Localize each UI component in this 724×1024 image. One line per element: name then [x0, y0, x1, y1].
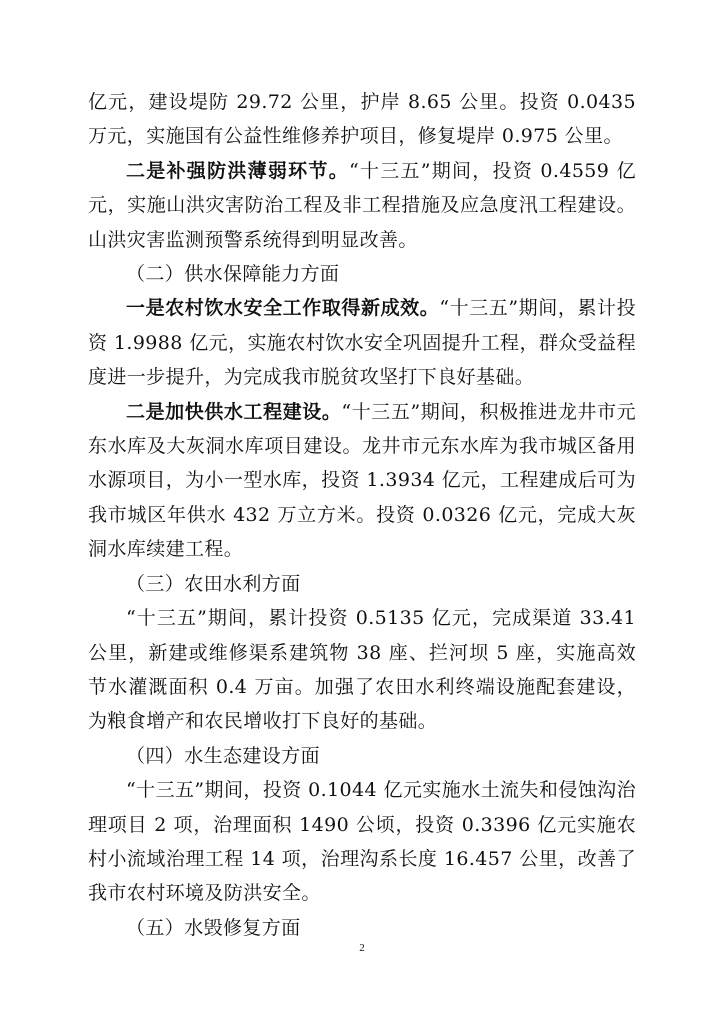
paragraph-farmland-irrigation — [88, 601, 636, 739]
section-heading-farmland-irrigation: （三）农田水利方面 — [126, 572, 301, 595]
paragraph-text: 亿元，建设堤防 29.72 公里，护岸 8.65 公里。投资 0.0435 万元，实施国有公益性维修养护项目，修复堤岸 0.975 公里。 — [88, 91, 636, 148]
paragraph-lead: 二是补强防洪薄弱环节。 — [126, 159, 349, 182]
paragraph-continuation — [88, 85, 636, 154]
paragraph-lead: 二是加快供水工程建设。 — [126, 400, 342, 423]
paragraph-text: “十三五”期间，投资 0.1044 亿元实施水土流失和侵蚀沟治理项目 2 项，治理面积 1490 公顷，投资 0.3396 亿元实施农村小流域治理工程 14 项，治理沟系长度 16.457 公里，改善了我市农村环境及防洪安全。 — [88, 779, 636, 905]
paragraph-text: “十三五”期间，投资 0.4559 亿元，实施山洪灾害防治工程及非工程措施及应急度汛工程建设。山洪灾害监测预警系统得到明显改善。 — [88, 159, 636, 251]
paragraph-text: “十三五”期间，累计投资 1.9988 亿元，实施农村饮水安全巩固提升工程，群众受益程度进一步提升，为完成我市脱贫攻坚打下良好基础。 — [88, 297, 637, 389]
page-number: 2 — [359, 942, 365, 954]
section-heading-water-ecology: （四）水生态建设方面 — [126, 744, 321, 767]
section-heading-flood-damage-repair: （五）水毁修复方面 — [126, 916, 301, 939]
paragraph-lead: 一是农村饮水安全工作取得新成效。 — [126, 297, 440, 320]
paragraph-flood-weakness — [88, 154, 636, 257]
paragraph-text: “十三五”期间，积极推进龙井市元东水库及大灰洞水库项目建设。龙井市元东水库为我市城区备用水源项目，为小一型水库，投资 1.3934 亿元，工程建成后可为我市城区年供水 432 万立方米。投资 0.0326 亿元，完成大灰洞水库续建工程。 — [88, 400, 636, 561]
document-body — [88, 85, 636, 945]
paragraph-water-supply-projects — [88, 395, 636, 567]
paragraph-water-ecology — [88, 773, 636, 911]
section-heading-water-supply: （二）供水保障能力方面 — [126, 263, 340, 286]
paragraph-text: “十三五”期间，累计投资 0.5135 亿元，完成渠道 33.41 公里，新建或维修渠系建筑物 38 座、拦河坝 5 座，实施高效节水灌溉面积 0.4 万亩。加强了农田水利终端设施配套建设，为粮食增产和农民增收打下良好的基础。 — [88, 607, 636, 733]
paragraph-rural-drinking-water — [88, 291, 636, 394]
